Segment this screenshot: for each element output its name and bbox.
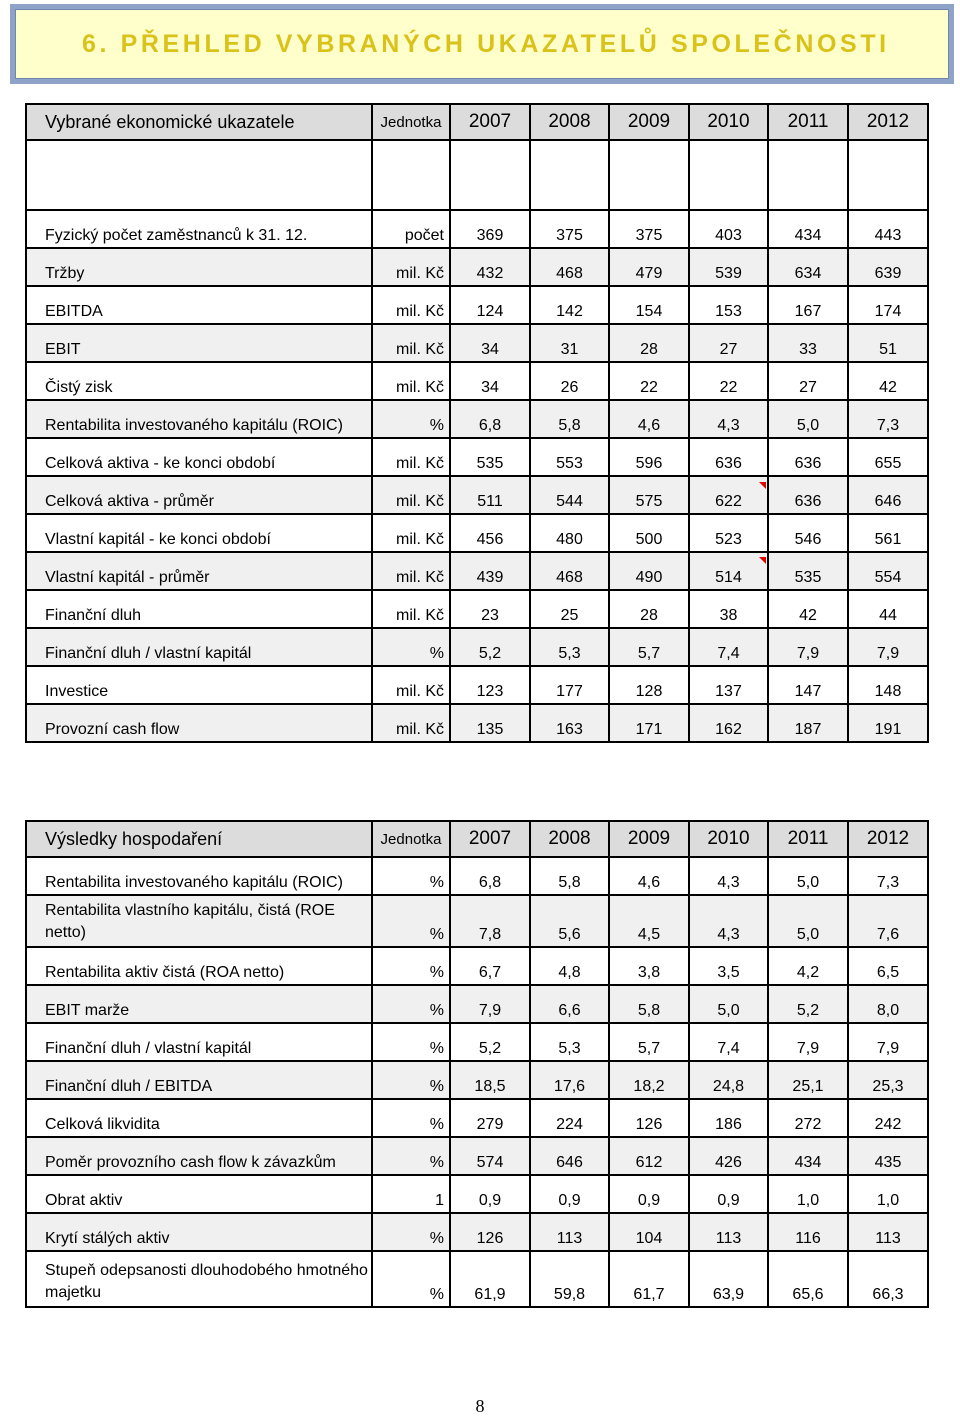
value-cell-2009: 612 bbox=[609, 1137, 689, 1175]
row-label: Rentabilita investovaného kapitálu (ROIC) bbox=[26, 400, 372, 438]
table-header-row bbox=[26, 821, 928, 857]
table-row bbox=[26, 552, 928, 590]
row-label: Provozní cash flow bbox=[26, 704, 372, 742]
value-cell-2008: 468 bbox=[530, 552, 609, 590]
value-cell-2012: 7,6 bbox=[848, 895, 928, 947]
row-label: EBIT marže bbox=[26, 985, 372, 1023]
economic-indicators-table bbox=[25, 103, 929, 743]
row-label: Finanční dluh / vlastní kapitál bbox=[26, 1023, 372, 1061]
value-cell-2008: 25 bbox=[530, 590, 609, 628]
table-row bbox=[26, 476, 928, 514]
value-cell-2007: 5,2 bbox=[450, 1023, 530, 1061]
unit-column-header: Jednotka bbox=[372, 104, 450, 140]
value-cell-2009: 61,7 bbox=[609, 1251, 689, 1307]
value-cell-2008: 375 bbox=[530, 210, 609, 248]
row-unit: mil. Kč bbox=[372, 666, 450, 704]
year-header-2010: 2010 bbox=[689, 104, 768, 140]
year-header-2009: 2009 bbox=[609, 104, 689, 140]
value-cell-2009: 154 bbox=[609, 286, 689, 324]
row-label: Krytí stálých aktiv bbox=[26, 1213, 372, 1251]
value-cell-2008: 17,6 bbox=[530, 1061, 609, 1099]
value-cell-2009: 500 bbox=[609, 514, 689, 552]
row-label: Rentabilita vlastního kapitálu, čistá (ROE netto) bbox=[26, 895, 372, 947]
value-cell-2011: 25,1 bbox=[768, 1061, 848, 1099]
value-cell-2007: 61,9 bbox=[450, 1251, 530, 1307]
value-cell-2010: 426 bbox=[689, 1137, 768, 1175]
row-label: Rentabilita aktiv čistá (ROA netto) bbox=[26, 947, 372, 985]
row-unit: % bbox=[372, 985, 450, 1023]
value-cell-2009: 5,7 bbox=[609, 1023, 689, 1061]
year-header-2010: 2010 bbox=[689, 821, 768, 857]
value-cell-2012: 148 bbox=[848, 666, 928, 704]
row-label: Vlastní kapitál - průměr bbox=[26, 552, 372, 590]
value-cell-2011: 434 bbox=[768, 1137, 848, 1175]
table-row bbox=[26, 286, 928, 324]
value-cell-2008: 177 bbox=[530, 666, 609, 704]
value-cell-2012: 8,0 bbox=[848, 985, 928, 1023]
row-label: Finanční dluh / vlastní kapitál bbox=[26, 628, 372, 666]
value-cell-2008: 31 bbox=[530, 324, 609, 362]
row-unit: 1 bbox=[372, 1175, 450, 1213]
spacer-cell bbox=[26, 140, 372, 210]
table-row bbox=[26, 324, 928, 362]
value-cell-2008: 5,8 bbox=[530, 400, 609, 438]
value-cell-2009: 479 bbox=[609, 248, 689, 286]
value-cell-2010: 7,4 bbox=[689, 1023, 768, 1061]
row-unit: % bbox=[372, 400, 450, 438]
row-unit: mil. Kč bbox=[372, 476, 450, 514]
value-cell-2008: 468 bbox=[530, 248, 609, 286]
value-cell-2010: 4,3 bbox=[689, 895, 768, 947]
value-cell-2010: 5,0 bbox=[689, 985, 768, 1023]
table-header-row bbox=[26, 104, 928, 140]
value-cell-2008: 6,6 bbox=[530, 985, 609, 1023]
value-cell-2010: 4,3 bbox=[689, 857, 768, 895]
value-cell-2012: 51 bbox=[848, 324, 928, 362]
row-unit: mil. Kč bbox=[372, 438, 450, 476]
value-cell-2007: 6,8 bbox=[450, 400, 530, 438]
value-cell-2012: 435 bbox=[848, 1137, 928, 1175]
row-unit: % bbox=[372, 1251, 450, 1307]
spacer-cell bbox=[450, 140, 530, 210]
year-header-2007: 2007 bbox=[450, 104, 530, 140]
value-cell-2007: 23 bbox=[450, 590, 530, 628]
row-unit: % bbox=[372, 628, 450, 666]
value-cell-2010: 22 bbox=[689, 362, 768, 400]
spacer-cell bbox=[530, 140, 609, 210]
row-unit: % bbox=[372, 895, 450, 947]
row-label: Tržby bbox=[26, 248, 372, 286]
row-label: Investice bbox=[26, 666, 372, 704]
spacer-row bbox=[26, 140, 928, 210]
table-row bbox=[26, 1023, 928, 1061]
row-unit: % bbox=[372, 1213, 450, 1251]
value-cell-2012: 191 bbox=[848, 704, 928, 742]
row-label: Celková likvidita bbox=[26, 1099, 372, 1137]
spacer-cell bbox=[609, 140, 689, 210]
value-cell-2012: 242 bbox=[848, 1099, 928, 1137]
table-row bbox=[26, 400, 928, 438]
row-label: Celková aktiva - ke konci období bbox=[26, 438, 372, 476]
row-unit: mil. Kč bbox=[372, 704, 450, 742]
table-row bbox=[26, 438, 928, 476]
row-unit: mil. Kč bbox=[372, 590, 450, 628]
value-cell-2012: 174 bbox=[848, 286, 928, 324]
value-cell-2010: 4,3 bbox=[689, 400, 768, 438]
spacer-cell bbox=[689, 140, 768, 210]
value-cell-2008: 224 bbox=[530, 1099, 609, 1137]
table-row bbox=[26, 1175, 928, 1213]
value-cell-2010: 636 bbox=[689, 438, 768, 476]
value-cell-2010: 514 bbox=[689, 552, 768, 590]
value-cell-2011: 7,9 bbox=[768, 1023, 848, 1061]
table-row bbox=[26, 985, 928, 1023]
value-cell-2008: 5,3 bbox=[530, 628, 609, 666]
table-row bbox=[26, 248, 928, 286]
table-row bbox=[26, 704, 928, 742]
value-cell-2012: 42 bbox=[848, 362, 928, 400]
value-cell-2010: 38 bbox=[689, 590, 768, 628]
value-cell-2012: 7,9 bbox=[848, 1023, 928, 1061]
row-label: Čistý zisk bbox=[26, 362, 372, 400]
value-cell-2012: 655 bbox=[848, 438, 928, 476]
row-unit: mil. Kč bbox=[372, 248, 450, 286]
value-cell-2008: 26 bbox=[530, 362, 609, 400]
value-cell-2012: 7,9 bbox=[848, 628, 928, 666]
row-label: Finanční dluh bbox=[26, 590, 372, 628]
value-cell-2008: 59,8 bbox=[530, 1251, 609, 1307]
comment-marker-icon bbox=[759, 482, 766, 489]
value-cell-2007: 7,9 bbox=[450, 985, 530, 1023]
value-cell-2012: 7,3 bbox=[848, 400, 928, 438]
table-row bbox=[26, 514, 928, 552]
row-unit: % bbox=[372, 1099, 450, 1137]
comment-marker-icon bbox=[759, 557, 766, 564]
row-label: EBITDA bbox=[26, 286, 372, 324]
row-label: Obrat aktiv bbox=[26, 1175, 372, 1213]
year-header-2011: 2011 bbox=[768, 104, 848, 140]
row-unit: mil. Kč bbox=[372, 514, 450, 552]
row-unit: % bbox=[372, 857, 450, 895]
value-cell-2008: 5,3 bbox=[530, 1023, 609, 1061]
table-row bbox=[26, 1137, 928, 1175]
table-title: Výsledky hospodaření bbox=[26, 821, 372, 857]
value-cell-2011: 7,9 bbox=[768, 628, 848, 666]
value-cell-2012: 1,0 bbox=[848, 1175, 928, 1213]
value-cell-2009: 104 bbox=[609, 1213, 689, 1251]
value-cell-2011: 167 bbox=[768, 286, 848, 324]
value-cell-2008: 646 bbox=[530, 1137, 609, 1175]
value-cell-2010: 153 bbox=[689, 286, 768, 324]
row-label: Celková aktiva - průměr bbox=[26, 476, 372, 514]
value-cell-2010: 24,8 bbox=[689, 1061, 768, 1099]
value-cell-2009: 490 bbox=[609, 552, 689, 590]
value-cell-2007: 6,8 bbox=[450, 857, 530, 895]
value-cell-2007: 279 bbox=[450, 1099, 530, 1137]
spacer-cell bbox=[848, 140, 928, 210]
value-cell-2009: 0,9 bbox=[609, 1175, 689, 1213]
value-cell-2007: 135 bbox=[450, 704, 530, 742]
value-cell-2012: 25,3 bbox=[848, 1061, 928, 1099]
value-cell-2009: 3,8 bbox=[609, 947, 689, 985]
value-cell-2010: 27 bbox=[689, 324, 768, 362]
value-cell-2012: 44 bbox=[848, 590, 928, 628]
table-row bbox=[26, 1061, 928, 1099]
value-cell-2011: 5,0 bbox=[768, 400, 848, 438]
value-cell-2009: 375 bbox=[609, 210, 689, 248]
row-unit: % bbox=[372, 1061, 450, 1099]
value-cell-2008: 553 bbox=[530, 438, 609, 476]
table-row bbox=[26, 1099, 928, 1137]
value-cell-2008: 142 bbox=[530, 286, 609, 324]
value-cell-2011: 546 bbox=[768, 514, 848, 552]
row-label: Fyzický počet zaměstnanců k 31. 12. bbox=[26, 210, 372, 248]
value-cell-2009: 4,6 bbox=[609, 857, 689, 895]
row-unit: % bbox=[372, 1137, 450, 1175]
value-cell-2007: 34 bbox=[450, 324, 530, 362]
table-row bbox=[26, 590, 928, 628]
year-header-2012: 2012 bbox=[848, 821, 928, 857]
table-row bbox=[26, 1213, 928, 1251]
value-cell-2011: 434 bbox=[768, 210, 848, 248]
value-cell-2009: 22 bbox=[609, 362, 689, 400]
value-cell-2011: 27 bbox=[768, 362, 848, 400]
value-cell-2007: 7,8 bbox=[450, 895, 530, 947]
value-cell-2011: 33 bbox=[768, 324, 848, 362]
value-cell-2009: 596 bbox=[609, 438, 689, 476]
table-row bbox=[26, 666, 928, 704]
value-cell-2012: 443 bbox=[848, 210, 928, 248]
value-cell-2007: 124 bbox=[450, 286, 530, 324]
section-banner bbox=[10, 4, 954, 84]
value-cell-2010: 0,9 bbox=[689, 1175, 768, 1213]
value-cell-2007: 34 bbox=[450, 362, 530, 400]
value-cell-2007: 126 bbox=[450, 1213, 530, 1251]
value-cell-2008: 113 bbox=[530, 1213, 609, 1251]
value-cell-2007: 432 bbox=[450, 248, 530, 286]
value-cell-2009: 575 bbox=[609, 476, 689, 514]
value-cell-2010: 3,5 bbox=[689, 947, 768, 985]
table-row bbox=[26, 362, 928, 400]
value-cell-2011: 272 bbox=[768, 1099, 848, 1137]
value-cell-2012: 561 bbox=[848, 514, 928, 552]
table-row bbox=[26, 947, 928, 985]
value-cell-2007: 439 bbox=[450, 552, 530, 590]
value-cell-2011: 5,2 bbox=[768, 985, 848, 1023]
value-cell-2009: 126 bbox=[609, 1099, 689, 1137]
value-cell-2007: 574 bbox=[450, 1137, 530, 1175]
value-cell-2009: 28 bbox=[609, 590, 689, 628]
spacer-cell bbox=[768, 140, 848, 210]
row-label: Vlastní kapitál - ke konci období bbox=[26, 514, 372, 552]
table-title: Vybrané ekonomické ukazatele bbox=[26, 104, 372, 140]
section-title: 6. PŘEHLED VYBRANÝCH UKAZATELŮ SPOLEČNOSTI bbox=[82, 29, 890, 58]
value-cell-2009: 128 bbox=[609, 666, 689, 704]
value-cell-2012: 7,3 bbox=[848, 857, 928, 895]
value-cell-2011: 42 bbox=[768, 590, 848, 628]
value-cell-2007: 535 bbox=[450, 438, 530, 476]
value-cell-2008: 5,6 bbox=[530, 895, 609, 947]
value-cell-2010: 186 bbox=[689, 1099, 768, 1137]
value-cell-2007: 456 bbox=[450, 514, 530, 552]
value-cell-2009: 5,8 bbox=[609, 985, 689, 1023]
value-cell-2010: 162 bbox=[689, 704, 768, 742]
value-cell-2008: 0,9 bbox=[530, 1175, 609, 1213]
value-cell-2010: 523 bbox=[689, 514, 768, 552]
table-row bbox=[26, 210, 928, 248]
value-cell-2007: 511 bbox=[450, 476, 530, 514]
value-cell-2011: 634 bbox=[768, 248, 848, 286]
value-cell-2010: 539 bbox=[689, 248, 768, 286]
row-label: EBIT bbox=[26, 324, 372, 362]
value-cell-2011: 636 bbox=[768, 438, 848, 476]
table-row bbox=[26, 857, 928, 895]
business-results-table bbox=[25, 820, 929, 1308]
value-cell-2010: 622 bbox=[689, 476, 768, 514]
value-cell-2007: 5,2 bbox=[450, 628, 530, 666]
value-cell-2008: 544 bbox=[530, 476, 609, 514]
value-cell-2009: 18,2 bbox=[609, 1061, 689, 1099]
value-cell-2011: 147 bbox=[768, 666, 848, 704]
value-cell-2009: 4,5 bbox=[609, 895, 689, 947]
value-cell-2009: 28 bbox=[609, 324, 689, 362]
year-header-2012: 2012 bbox=[848, 104, 928, 140]
value-cell-2010: 137 bbox=[689, 666, 768, 704]
value-cell-2012: 66,3 bbox=[848, 1251, 928, 1307]
value-cell-2010: 113 bbox=[689, 1213, 768, 1251]
value-cell-2010: 403 bbox=[689, 210, 768, 248]
value-cell-2008: 163 bbox=[530, 704, 609, 742]
year-header-2008: 2008 bbox=[530, 104, 609, 140]
year-header-2009: 2009 bbox=[609, 821, 689, 857]
section-banner-inner bbox=[15, 9, 949, 79]
value-cell-2011: 65,6 bbox=[768, 1251, 848, 1307]
year-header-2007: 2007 bbox=[450, 821, 530, 857]
value-cell-2009: 5,7 bbox=[609, 628, 689, 666]
value-cell-2007: 6,7 bbox=[450, 947, 530, 985]
value-cell-2012: 554 bbox=[848, 552, 928, 590]
value-cell-2011: 4,2 bbox=[768, 947, 848, 985]
value-cell-2012: 113 bbox=[848, 1213, 928, 1251]
row-label: Finanční dluh / EBITDA bbox=[26, 1061, 372, 1099]
row-unit: mil. Kč bbox=[372, 286, 450, 324]
row-label: Poměr provozního cash flow k závazkům bbox=[26, 1137, 372, 1175]
year-header-2008: 2008 bbox=[530, 821, 609, 857]
table-row bbox=[26, 895, 928, 947]
value-cell-2010: 7,4 bbox=[689, 628, 768, 666]
value-cell-2011: 636 bbox=[768, 476, 848, 514]
year-header-2011: 2011 bbox=[768, 821, 848, 857]
row-unit: % bbox=[372, 1023, 450, 1061]
row-unit: mil. Kč bbox=[372, 362, 450, 400]
value-cell-2008: 4,8 bbox=[530, 947, 609, 985]
row-unit: mil. Kč bbox=[372, 324, 450, 362]
value-cell-2012: 639 bbox=[848, 248, 928, 286]
table-row bbox=[26, 628, 928, 666]
table-row bbox=[26, 1251, 928, 1307]
value-cell-2012: 646 bbox=[848, 476, 928, 514]
value-cell-2011: 116 bbox=[768, 1213, 848, 1251]
row-label: Rentabilita investovaného kapitálu (ROIC) bbox=[26, 857, 372, 895]
value-cell-2008: 480 bbox=[530, 514, 609, 552]
value-cell-2011: 1,0 bbox=[768, 1175, 848, 1213]
value-cell-2011: 535 bbox=[768, 552, 848, 590]
row-label: Stupeň odepsanosti dlouhodobého hmotného majetku bbox=[26, 1251, 372, 1307]
unit-column-header: Jednotka bbox=[372, 821, 450, 857]
value-cell-2007: 18,5 bbox=[450, 1061, 530, 1099]
value-cell-2009: 171 bbox=[609, 704, 689, 742]
value-cell-2012: 6,5 bbox=[848, 947, 928, 985]
page-number: 8 bbox=[475, 1396, 485, 1416]
value-cell-2011: 5,0 bbox=[768, 895, 848, 947]
row-unit: počet bbox=[372, 210, 450, 248]
value-cell-2007: 0,9 bbox=[450, 1175, 530, 1213]
value-cell-2010: 63,9 bbox=[689, 1251, 768, 1307]
value-cell-2007: 123 bbox=[450, 666, 530, 704]
value-cell-2008: 5,8 bbox=[530, 857, 609, 895]
row-unit: mil. Kč bbox=[372, 552, 450, 590]
value-cell-2007: 369 bbox=[450, 210, 530, 248]
row-unit: % bbox=[372, 947, 450, 985]
value-cell-2011: 187 bbox=[768, 704, 848, 742]
value-cell-2011: 5,0 bbox=[768, 857, 848, 895]
value-cell-2009: 4,6 bbox=[609, 400, 689, 438]
spacer-cell bbox=[372, 140, 450, 210]
